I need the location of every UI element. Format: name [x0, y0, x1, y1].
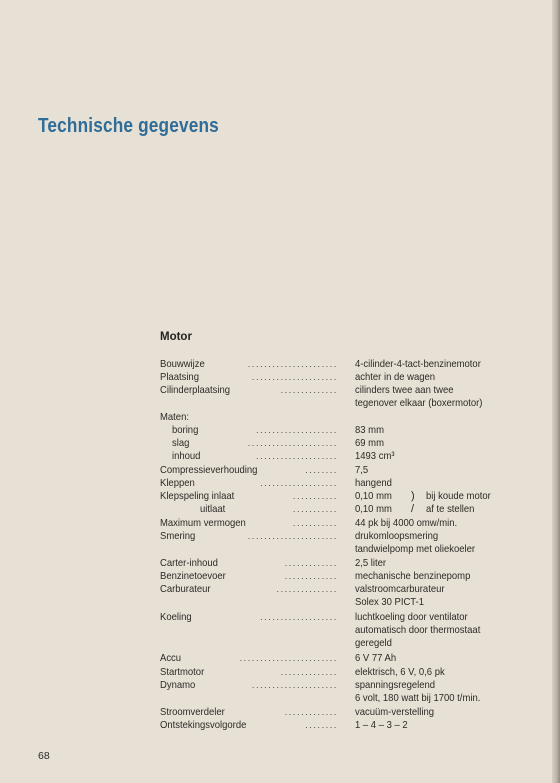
spec-note: af te stellen: [426, 504, 475, 515]
spec-value-continued: automatisch door thermostaat: [355, 625, 481, 636]
leader-dots: ......................: [247, 438, 338, 448]
leader-dots: ........: [305, 720, 338, 730]
spec-value: 1 – 4 – 3 – 2: [355, 720, 408, 731]
spec-value-continued: Solex 30 PICT-1: [355, 597, 424, 608]
spec-label: Dynamo: [160, 680, 196, 691]
leader-dots: .............: [284, 558, 338, 568]
spec-row-koeling: [0, 611, 560, 650]
spec-value: elektrisch, 6 V, 0,6 pk: [355, 667, 445, 678]
spec-row-smering: [0, 530, 560, 556]
spec-value: drukomloopsmering: [355, 531, 439, 542]
spec-label: Smering: [160, 531, 196, 542]
spec-label: Benzinetoevoer: [160, 571, 226, 582]
leader-dots: .............: [284, 707, 338, 717]
spec-label: Maximum vermogen: [160, 518, 246, 529]
spec-value: 1493 cm³: [355, 451, 395, 462]
spec-row-startmotor: [0, 666, 560, 679]
leader-dots: ....................: [255, 451, 338, 461]
spec-value: 44 pk bij 4000 omw/min.: [355, 518, 458, 529]
spec-value: 4-cilinder-4-tact-benzinemotor: [355, 359, 481, 370]
spec-row-compressieverhouding: [0, 464, 560, 477]
spec-label: Ontstekingsvolgorde: [160, 720, 247, 731]
page-number: 68: [38, 750, 50, 762]
spec-row-dynamo: [0, 679, 560, 705]
leader-dots: ........: [305, 465, 338, 475]
spec-value: 6 V 77 Ah: [355, 653, 397, 664]
spec-value: hangend: [355, 478, 392, 489]
spec-value: cilinders twee aan twee: [355, 385, 454, 396]
spec-row-kleppen: [0, 477, 560, 490]
leader-dots: .............: [284, 571, 338, 581]
spec-row-vermogen: [0, 517, 560, 530]
spec-row-cilinderplaatsing: [0, 384, 560, 410]
leader-dots: ......................: [247, 359, 338, 369]
spec-value: achter in de wagen: [355, 372, 436, 383]
spec-label: inhoud: [172, 451, 201, 462]
spec-row-uitlaat: [0, 503, 560, 516]
section-heading-motor: Motor: [160, 331, 192, 343]
spec-value: 0,10 mm: [355, 504, 392, 515]
spec-label: Startmotor: [160, 667, 205, 678]
spec-label: Compressieverhouding: [160, 465, 258, 476]
leader-dots: .....................: [251, 372, 338, 382]
spec-value: 0,10 mm: [355, 491, 392, 502]
spec-label: slag: [172, 438, 190, 449]
leader-dots: ..............: [280, 667, 338, 677]
spec-row-klepspeling-inlaat: [0, 490, 560, 503]
spec-label: Klepspeling inlaat: [160, 491, 235, 502]
spec-value-continued: tegenover elkaar (boxermotor): [355, 398, 483, 409]
spec-row-inhoud: [0, 450, 560, 463]
spec-row-boring: [0, 424, 560, 437]
spec-value: 83 mm: [355, 425, 384, 436]
spec-label: Plaatsing: [160, 372, 199, 383]
brace-icon: ) /: [411, 490, 415, 515]
leader-dots: ...............: [276, 584, 338, 594]
spec-row-accu: [0, 652, 560, 665]
leader-dots: ...........: [292, 491, 338, 501]
spec-label: Cilinderplaatsing: [160, 385, 231, 396]
spec-row-benzinetoevoer: [0, 570, 560, 583]
spec-value: vacuüm-verstelling: [355, 707, 434, 718]
leader-dots: ..............: [280, 385, 338, 395]
leader-dots: ...................: [260, 478, 338, 488]
leader-dots: ........................: [239, 653, 338, 663]
spec-row-slag: [0, 437, 560, 450]
spec-label: Stroomverdeler: [160, 707, 225, 718]
spec-label: Carter-inhoud: [160, 558, 218, 569]
spec-value: mechanische benzinepomp: [355, 571, 471, 582]
page-title: Technische gegevens: [38, 114, 219, 137]
spec-label: boring: [172, 425, 199, 436]
spec-row-bouwwijze: [0, 358, 560, 371]
spec-value: spanningsregelend: [355, 680, 436, 691]
spec-row-carter-inhoud: [0, 557, 560, 570]
spec-row-maten: [0, 411, 560, 424]
spec-value: 2,5 liter: [355, 558, 387, 569]
leader-dots: ...........: [292, 518, 338, 528]
spec-row-ontstekingsvolgorde: [0, 719, 560, 732]
spec-value: luchtkoeling door ventilator: [355, 612, 468, 623]
spec-row-carburateur: [0, 583, 560, 609]
leader-dots: ...................: [260, 612, 338, 622]
leader-dots: .....................: [251, 680, 338, 690]
spec-value: 69 mm: [355, 438, 384, 449]
spec-label: Bouwwijze: [160, 359, 205, 370]
spec-label: Koeling: [160, 612, 192, 623]
leader-dots: ....................: [255, 425, 338, 435]
spec-label: uitlaat: [200, 504, 226, 515]
leader-dots: ......................: [247, 531, 338, 541]
spec-label: Accu: [160, 653, 182, 664]
spec-row-stroomverdeler: [0, 706, 560, 719]
spec-label: Kleppen: [160, 478, 195, 489]
spec-value: 7,5: [355, 465, 369, 476]
leader-dots: ...........: [292, 504, 338, 514]
spec-label: Carburateur: [160, 584, 211, 595]
spec-row-plaatsing: [0, 371, 560, 384]
spec-value-continued: tandwielpomp met oliekoeler: [355, 544, 476, 555]
spec-value: valstroomcarburateur: [355, 584, 445, 595]
spec-label: Maten:: [160, 412, 189, 423]
spec-value-continued: 6 volt, 180 watt bij 1700 t/min.: [355, 693, 481, 704]
spec-value-continued: geregeld: [355, 638, 392, 649]
spec-note: bij koude motor: [426, 491, 491, 502]
